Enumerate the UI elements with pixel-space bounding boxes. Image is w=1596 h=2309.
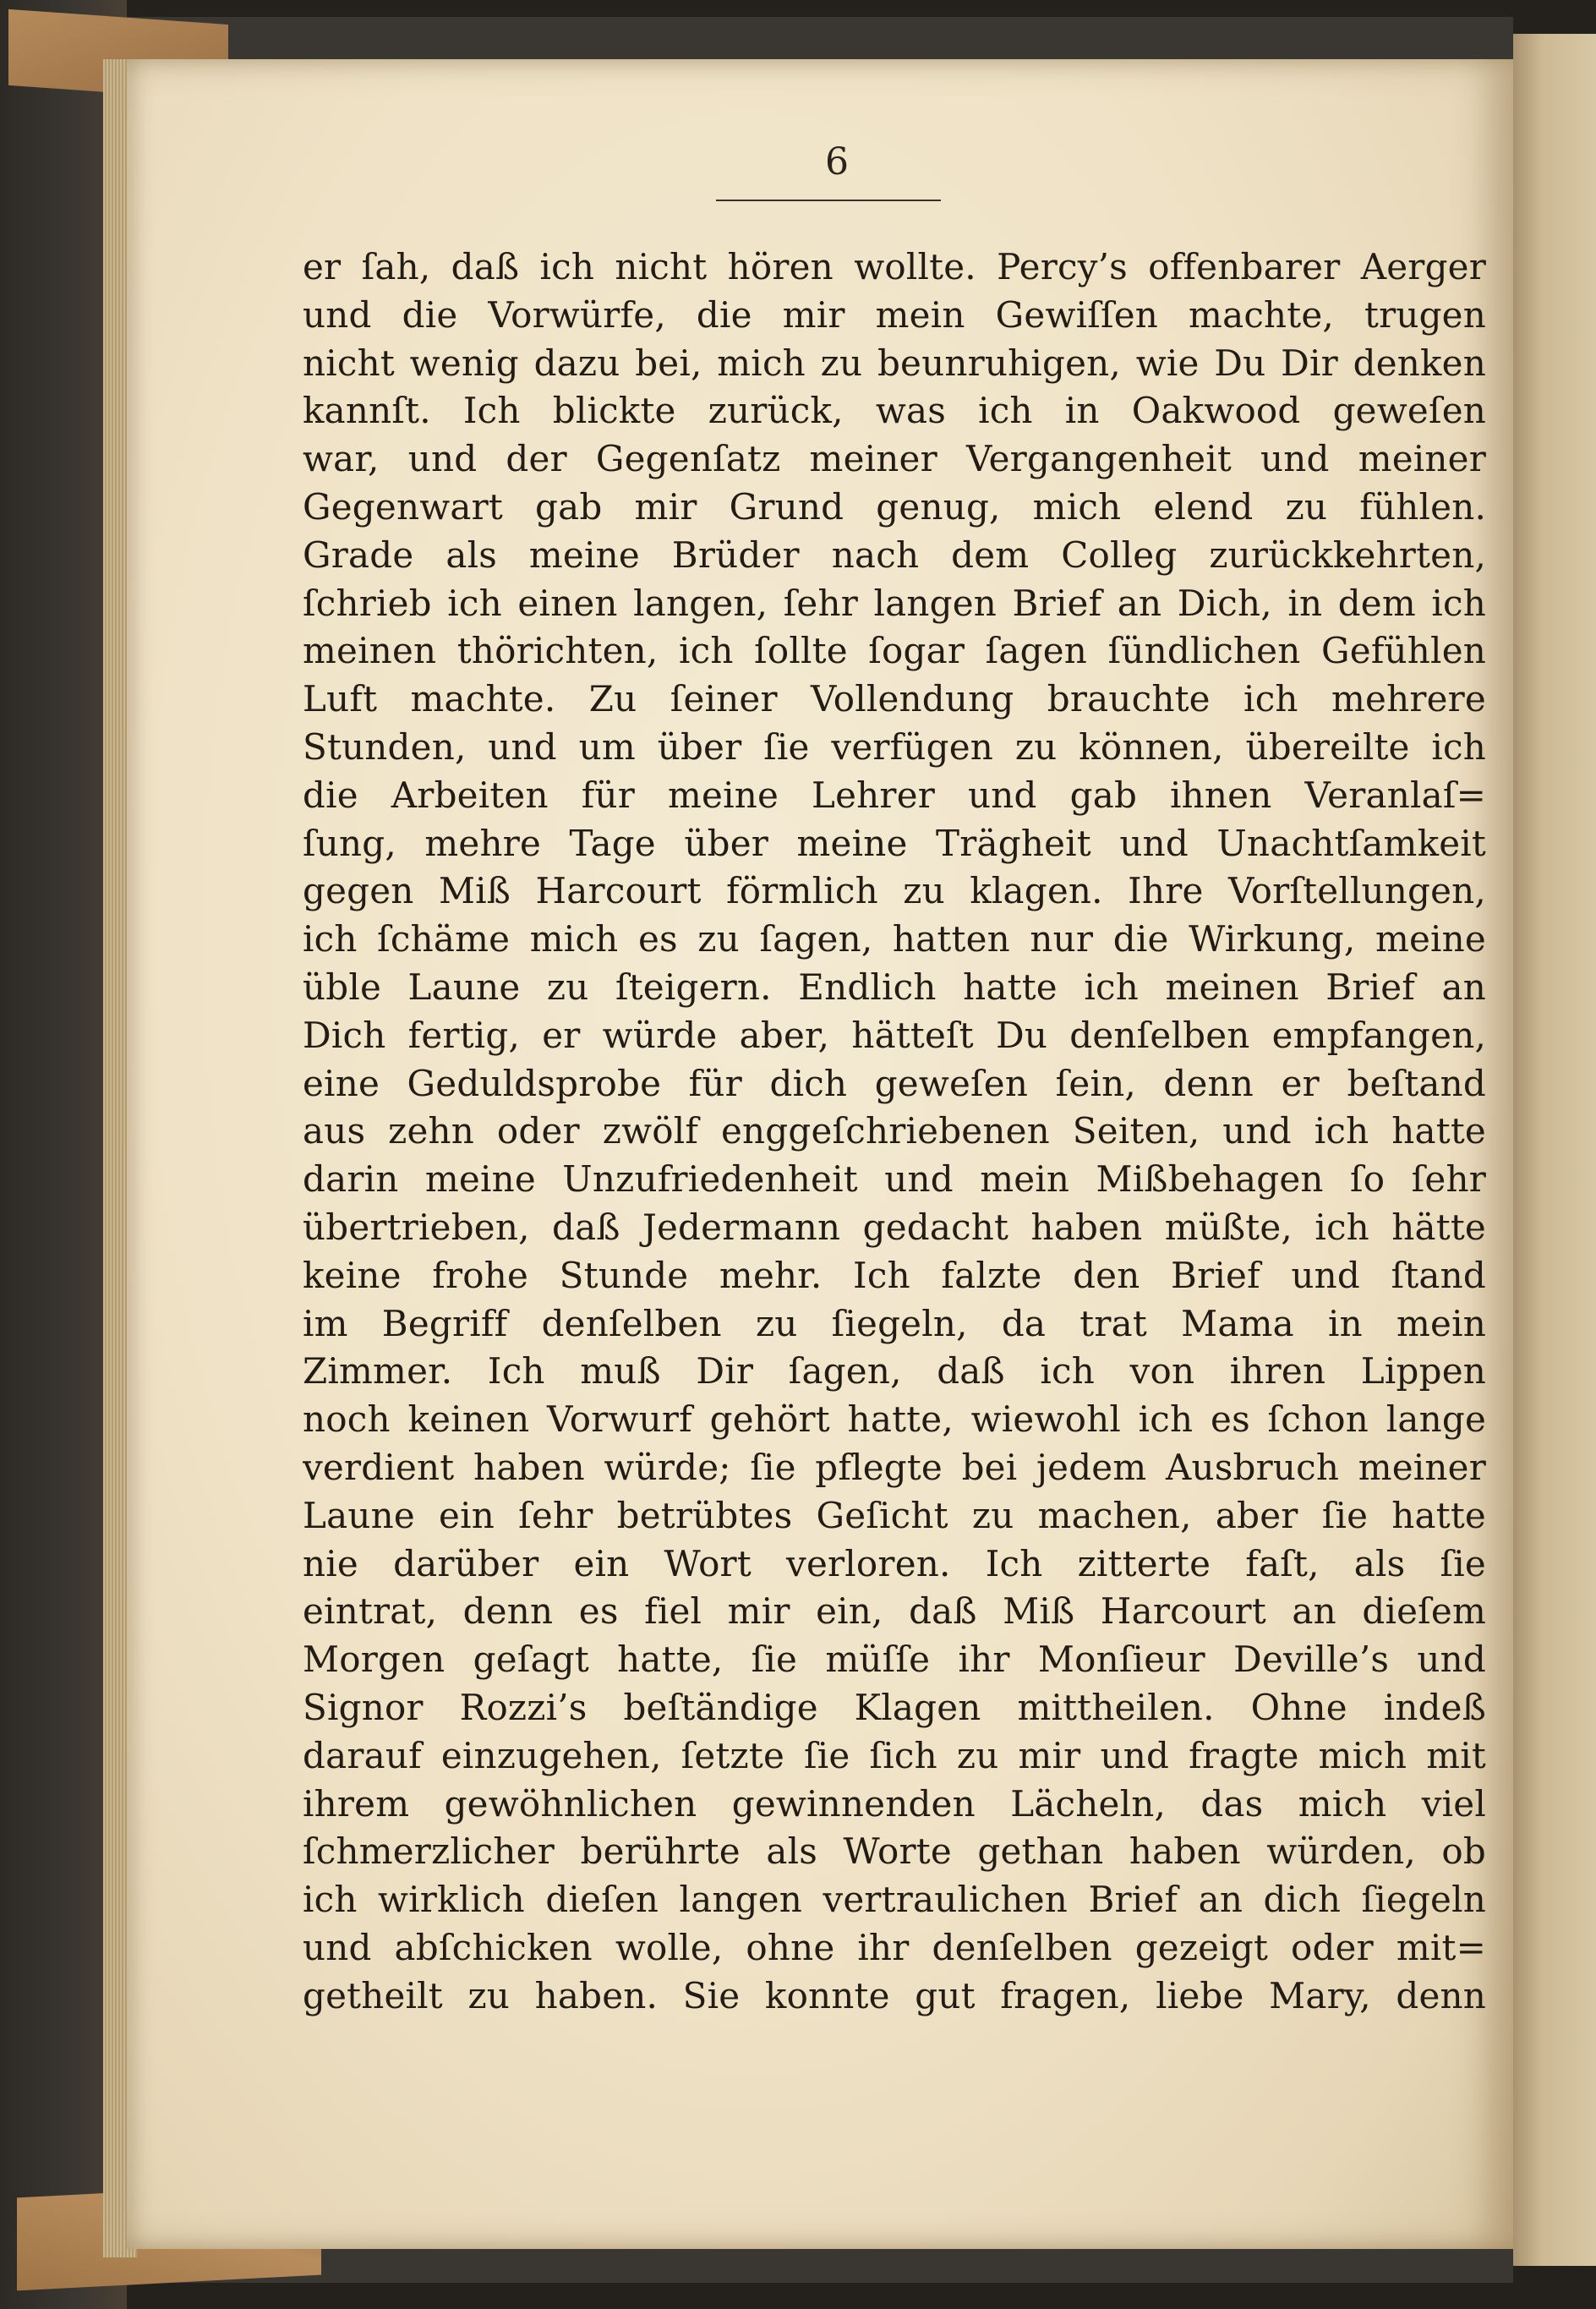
- text-line: war, und der Gegenſatz meiner Vergangenheit und meiner: [303, 438, 1486, 480]
- text-line: er ſah, daß ich nicht hören wollte. Percy’s offenbarer Aerger: [303, 246, 1486, 287]
- text-line: keine frohe Stunde mehr. Ich falzte den Brief und ſtand: [303, 1254, 1486, 1296]
- text-line: Dich fertig, er würde aber, hätteſt Du denſelben empfangen,: [303, 1014, 1486, 1056]
- text-line: Laune ein ſehr betrübtes Geſicht zu machen, aber ſie hatte: [303, 1494, 1486, 1536]
- text-line: ich wirklich dieſen langen vertraulichen Brief an dich ſiegeln: [303, 1879, 1486, 1921]
- text-line: ſchmerzlicher berührte als Worte gethan haben würden, ob: [303, 1830, 1486, 1873]
- text-line: im Begriff denſelben zu ſiegeln, da trat Mama in mein: [303, 1302, 1486, 1344]
- text-line: und abſchicken wolle, ohne ihr denſelben gezeigt oder mit=: [303, 1926, 1486, 1968]
- text-line: gegen Miß Harcourt förmlich zu klagen. Ihre Vorſtellungen,: [303, 870, 1486, 912]
- text-line: Gegenwart gab mir Grund genug, mich elend zu fühlen.: [303, 485, 1486, 528]
- text-line: darin meine Unzufriedenheit und mein Mißbehagen ſo ſehr: [303, 1158, 1486, 1201]
- book-page: [127, 59, 1513, 2249]
- text-line: nie darüber ein Wort verloren. Ich zitterte faſt, als ſie: [303, 1542, 1486, 1584]
- text-line: verdient haben würde; ſie pflegte bei jedem Ausbruch meiner: [303, 1446, 1486, 1488]
- text-line: und die Vorwürfe, die mir mein Gewiſſen machte, trugen: [303, 293, 1486, 336]
- text-line: ſchrieb ich einen langen, ſehr langen Brief an Dich, in dem ich: [303, 582, 1486, 624]
- cover-board-top: [118, 17, 1513, 63]
- text-line: eine Geduldsprobe für dich geweſen ſein, denn er beſtand: [303, 1062, 1486, 1104]
- text-line: getheilt zu haben. Sie konnte gut fragen, liebe Mary, denn: [303, 1974, 1486, 2016]
- text-line: darauf einzugehen, ſetzte ſie ſich zu mir und fragte mich mit: [303, 1734, 1486, 1776]
- text-line: Zimmer. Ich muß Dir ſagen, daß ich von ihren Lippen: [303, 1350, 1486, 1393]
- text-line: aus zehn oder zwölf enggeſchriebenen Seiten, und ich hatte: [303, 1110, 1486, 1152]
- body-text: [303, 243, 1486, 2020]
- header-rule: [716, 200, 941, 201]
- text-line: Stunden, und um über ſie verfügen zu können, übereilte ich: [303, 725, 1486, 768]
- text-line: nicht wenig dazu bei, mich zu beunruhigen, wie Du Dir denken: [303, 342, 1486, 384]
- text-line: Morgen geſagt hatte, ſie müſſe ihr Monſieur Deville’s und: [303, 1639, 1486, 1681]
- text-line: Signor Rozzi’s beſtändige Klagen mittheilen. Ohne indeß: [303, 1686, 1486, 1728]
- page-number: 6: [825, 140, 849, 183]
- text-line: Luft machte. Zu ſeiner Vollendung brauchte ich mehrere: [303, 678, 1486, 720]
- text-line: ſung, mehre Tage über meine Trägheit und Unachtſamkeit: [303, 822, 1486, 864]
- text-line: eintrat, denn es fiel mir ein, daß Miß Harcourt an dieſem: [303, 1590, 1486, 1633]
- text-line: ich ſchäme mich es zu ſagen, hatten nur die Wirkung, meine: [303, 918, 1486, 960]
- text-line: kannſt. Ich blickte zurück, was ich in Oakwood geweſen: [303, 390, 1486, 432]
- text-line: übertrieben, daß Jedermann gedacht haben müßte, ich hätte: [303, 1206, 1486, 1248]
- text-line: ihrem gewöhnlichen gewinnenden Lächeln, das mich viel: [303, 1782, 1486, 1825]
- facing-page-edge: [1513, 34, 1596, 2266]
- text-line: die Arbeiten für meine Lehrer und gab ihnen Veranlaſ=: [303, 774, 1486, 816]
- text-line: meinen thörichten, ich ſollte ſogar ſagen ſündlichen Gefühlen: [303, 630, 1486, 672]
- text-line: Grade als meine Brüder nach dem Colleg zurückkehrten,: [303, 533, 1486, 576]
- text-line: noch keinen Vorwurf gehört hatte, wiewohl ich es ſchon lange: [303, 1398, 1486, 1441]
- text-line: üble Laune zu ſteigern. Endlich hatte ich meinen Brief an: [303, 966, 1486, 1008]
